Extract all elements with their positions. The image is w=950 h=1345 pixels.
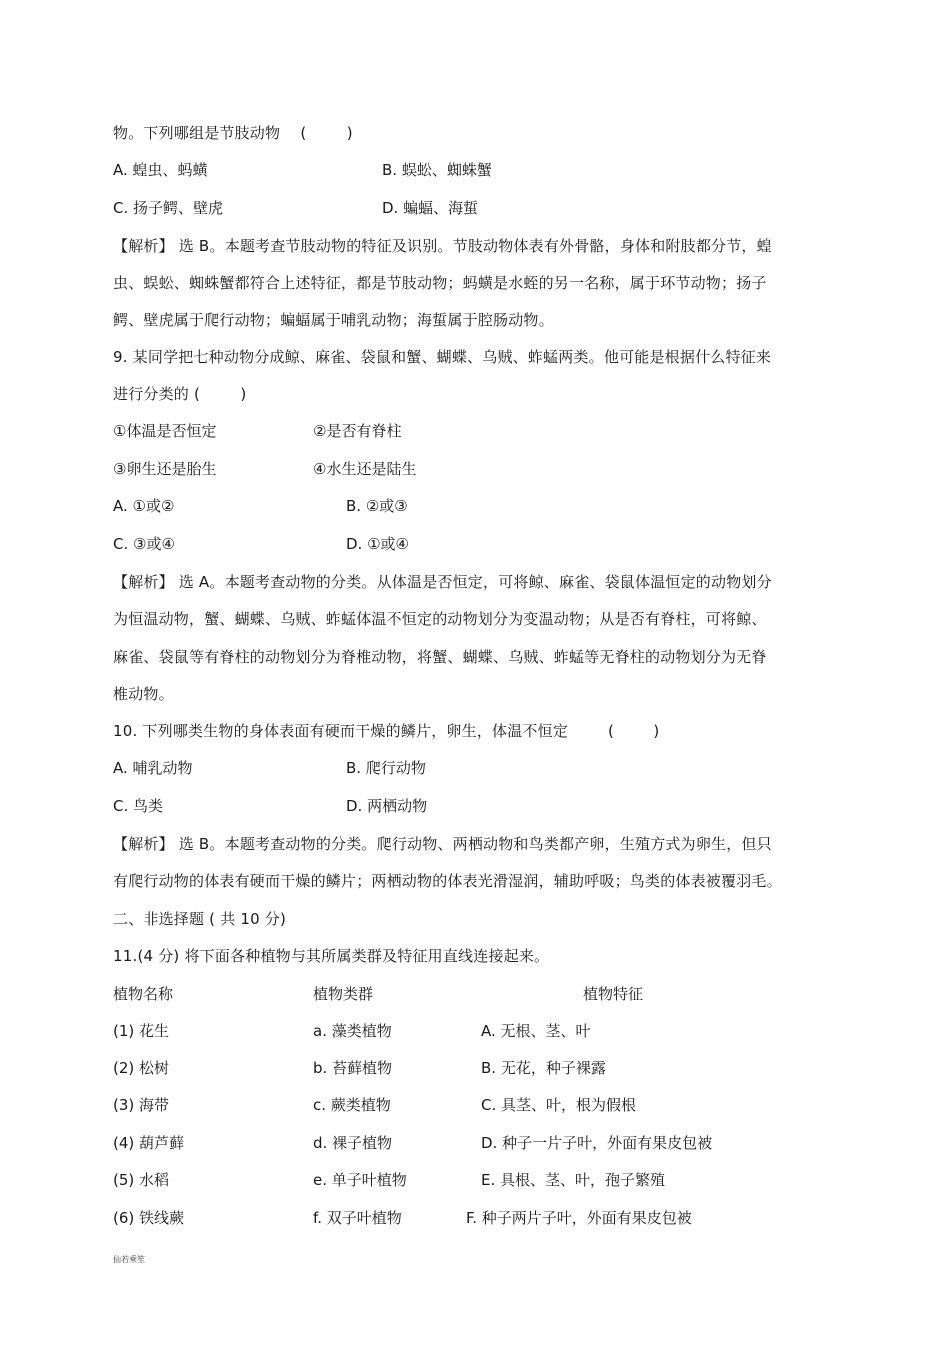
q9-stem-line-2: 进行分类的 ( ) (113, 385, 247, 403)
q11-header-name: 植物名称 (113, 985, 174, 1003)
q10-stem: 10. 下列哪类生物的身体表面有硬而干燥的鳞片，卵生，体温不恒定 (113, 722, 569, 740)
q8-analysis-line-1: 【解析】 选 B。本题考查节肢动物的特征及识别。节肢动物体表有外骨骼，身体和附肢都分节，蝗 (113, 237, 772, 255)
q8-option-c: C. 扬子鳄、壁虎 (113, 199, 224, 217)
q9-analysis-line-4: 椎动物。 (113, 685, 174, 703)
q11-header-group: 植物类群 (313, 985, 374, 1003)
q11-group-e: e. 单子叶植物 (313, 1171, 407, 1189)
q11-group-f: f. 双子叶植物 (313, 1209, 402, 1227)
q11-plant-3: (3) 海带 (113, 1096, 170, 1114)
q9-criterion-2: ②是否有脊柱 (313, 422, 402, 440)
q10-option-d: D. 两栖动物 (346, 797, 428, 815)
q9-criterion-1: ①体温是否恒定 (113, 422, 217, 440)
q10-analysis-line-2: 有爬行动物的体表有硬而干燥的鳞片；两栖动物的体表光滑湿润，辅助呼吸；鸟类的体表被覆羽毛。 (113, 872, 782, 890)
q11-group-c: c. 蕨类植物 (313, 1096, 391, 1114)
q8-option-b: B. 蜈蚣、蜘蛛蟹 (382, 161, 492, 179)
q11-plant-6: (6) 铁线蕨 (113, 1209, 185, 1227)
q11-feature-a: A. 无根、茎、叶 (481, 1022, 591, 1040)
q11-feature-d: D. 种子一片子叶，外面有果皮包被 (481, 1134, 713, 1152)
q10-option-c: C. 鸟类 (113, 797, 164, 815)
q11-plant-2: (2) 松树 (113, 1059, 170, 1077)
q9-option-c: C. ③或④ (113, 535, 175, 553)
q8-option-a: A. 蝗虫、蚂蟥 (113, 161, 208, 179)
q11-plant-5: (5) 水稻 (113, 1171, 170, 1189)
q11-feature-f: F. 种子两片子叶，外面有果皮包被 (466, 1209, 692, 1227)
q9-stem-line-1: 9. 某同学把七种动物分成鲸、麻雀、袋鼠和蟹、蝴蝶、乌贼、蚱蜢两类。他可能是根据什么特征来 (113, 348, 772, 366)
page-footer: 仙若乘笙 (113, 1255, 145, 1264)
q11-plant-1: (1) 花生 (113, 1022, 170, 1040)
q10-analysis-line-1: 【解析】 选 B。本题考查动物的分类。爬行动物、两栖动物和鸟类都产卵，生殖方式为卵生，但只 (113, 835, 772, 853)
q8-analysis-line-2: 虫、蜈蚣、蜘蛛蟹都符合上述特征，都是节肢动物；蚂蟥是水蛭的另一名称，属于环节动物；扬子 (113, 274, 767, 292)
q11-group-d: d. 裸子植物 (313, 1134, 393, 1152)
q11-header-feature: 植物特征 (583, 985, 644, 1003)
section-heading: 二、非选择题 ( 共 10 分) (113, 910, 287, 928)
q11-feature-e: E. 具根、茎、叶，孢子繁殖 (481, 1171, 666, 1189)
q11-group-b: b. 苔藓植物 (313, 1059, 393, 1077)
q11-feature-b: B. 无花，种子裸露 (481, 1059, 606, 1077)
q9-option-b: B. ②或③ (346, 497, 408, 515)
q9-analysis-line-2: 为恒温动物，蟹、蝴蝶、乌贼、蚱蜢体温不恒定的动物划分为变温动物；从是否有脊柱，可将鲸、 (113, 610, 767, 628)
q8-option-d: D. 蝙蝠、海蜇 (382, 199, 479, 217)
q9-option-d: D. ①或④ (346, 535, 409, 553)
q9-option-a: A. ①或② (113, 497, 175, 515)
q8-stem-tail: 物。下列哪组是节肢动物 ( ) (113, 124, 353, 142)
q11-feature-c: C. 具茎、叶，根为假根 (481, 1096, 637, 1114)
q11-group-a: a. 藻类植物 (313, 1022, 392, 1040)
q10-option-a: A. 哺乳动物 (113, 759, 193, 777)
q11-stem: 11.(4 分) 将下面各种植物与其所属类群及特征用直线连接起来。 (113, 947, 550, 965)
q9-analysis-line-1: 【解析】 选 A。本题考查动物的分类。从体温是否恒定，可将鲸、麻雀、袋鼠体温恒定的动物划分 (113, 573, 772, 591)
q10-answer-paren: ( ) (608, 722, 660, 740)
q9-criterion-4: ④水生还是陆生 (313, 460, 417, 478)
q10-option-b: B. 爬行动物 (346, 759, 426, 777)
q9-criterion-3: ③卵生还是胎生 (113, 460, 217, 478)
q9-analysis-line-3: 麻雀、袋鼠等有脊柱的动物划分为脊椎动物，将蟹、蝴蝶、乌贼、蚱蜢等无脊柱的动物划分为无脊 (113, 648, 767, 666)
q11-plant-4: (4) 葫芦藓 (113, 1134, 185, 1152)
q8-analysis-line-3: 鳄、壁虎属于爬行动物；蝙蝠属于哺乳动物；海蜇属于腔肠动物。 (113, 311, 554, 329)
